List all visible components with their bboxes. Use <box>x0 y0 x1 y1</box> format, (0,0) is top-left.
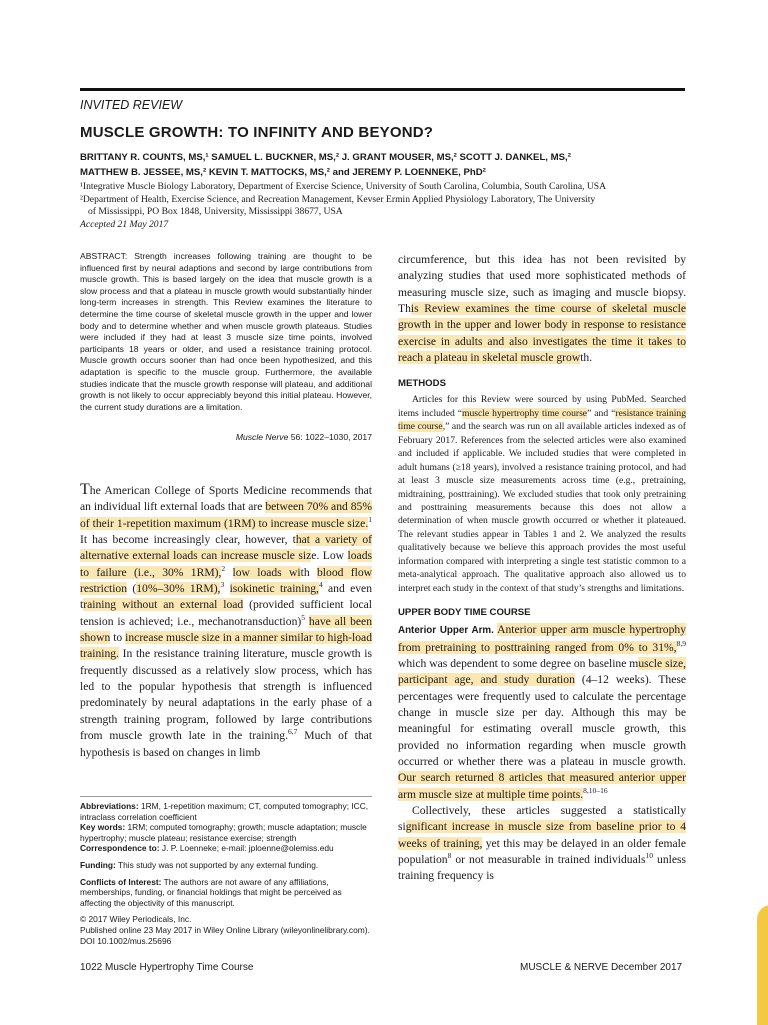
note-text: The authors are not aware of any affiliations, memberships, funding, or financial holdings that might be perceived as affecting the objectivity of this manuscript. <box>80 876 342 908</box>
note-text: This study was not supported by any external funding. <box>115 859 319 870</box>
text-run: (provided sufficient local tension is achieved; i.e., mechanotransduction) <box>80 598 372 628</box>
reference-superscript[interactable]: 5 <box>301 612 305 622</box>
author-line: MATTHEW B. JESSEE, MS,² KEVIN T. MATTOCKS, MS,² and JEREMY P. LOENNEKE, PhD² <box>80 167 486 178</box>
methods-heading: METHODS <box>398 378 446 390</box>
text-run: e. Low <box>311 549 348 563</box>
highlight: low loads wi <box>232 565 301 579</box>
affiliation: ²Department of Health, Exercise Science, and Recreation Management, Kevser Ermin Applied Physiology Laboratory, The University <box>80 193 596 205</box>
abstract-text: ABSTRACT: Strength increases following training are thought to be influenced first by neural adaptions and second by large contributions from muscle growth. This is based largely on the idea that muscle growth is a slow process and that a plateau in muscle growth would substantially hinder long-term increases in strength. This Review examines the literature to determine the time course of skeletal muscle growth in the upper and lower body and to determine whether and when muscle growth plateaus. Studies were included if they had at least 3 muscle size time points, involved participants 18 years or older, and used a resistance training protocol. Muscle growth occurs sooner than had once been hypothesized, and this adaptation is specific to the muscle group. Furthermore, the available studies indicate that the muscle growth response will plateau, and additional growth is not likely to occur appreciably beyond this initial plateau. However, the current study durations are a limitation. <box>80 251 372 412</box>
text-run: In the resistance training literature, muscle growth is frequently discussed as a relatively slow process, which has led to the popular hypothesis that strength is influenced predominately by neural adaptations in the early phase of a strength training program, followed by large contributions from muscle growth late in the training. <box>80 647 372 743</box>
text-run: ” and “ <box>587 407 616 419</box>
subsection-runin: Anterior Upper Arm. <box>398 625 494 637</box>
correspondence-note <box>80 843 372 854</box>
page-footer-left: 1022 Muscle Hypertrophy Time Course <box>80 962 254 973</box>
text-run: Collectively, these articles suggested a statistically si <box>398 803 686 834</box>
upper-body-heading: UPPER BODY TIME COURSE <box>398 607 531 619</box>
text-run: or not measurable in trained individuals <box>451 853 646 867</box>
upper-body-paragraph <box>398 622 686 803</box>
top-rule <box>80 88 685 91</box>
published-line: Published online 23 May 2017 in Wiley Online Library (wileyonlinelibrary.com). <box>80 924 370 935</box>
text-run: th <box>300 565 317 579</box>
author-list <box>80 150 685 180</box>
highlight: Our search returned 8 articles that measured anterior upper arm muscle size at multiple time points. <box>398 771 686 801</box>
reference-superscript[interactable]: 1 <box>368 514 372 524</box>
reference-superscript[interactable]: 4 <box>318 580 323 590</box>
page-edge-tab <box>757 905 768 1025</box>
article-title: MUSCLE GROWTH: TO INFINITY AND BEYOND? <box>80 124 434 141</box>
note-label: Correspondence to: <box>80 843 160 854</box>
highlight: gnificant increase in muscle size from baseline prior to 4 weeks of training, <box>398 820 686 850</box>
abstract <box>80 251 372 413</box>
note-label: Conflicts of Interest: <box>80 876 162 887</box>
reference-superscript[interactable]: 8,9 <box>676 638 686 648</box>
article-type-label: INVITED REVIEW <box>80 98 183 112</box>
text-run: Articles for this Review were sourced by using PubMed. Searched items included “ <box>398 394 686 419</box>
highlight: blood flow restriction <box>80 565 372 596</box>
citation <box>80 432 372 442</box>
highlight: raining without an external load <box>83 598 244 612</box>
text-run: and even t <box>80 582 372 612</box>
text-run: he American College of Sports Medicine recommends that an individual lift external loads that are <box>80 484 372 514</box>
text-run: It has become increasingly clear, however, t <box>80 533 296 547</box>
note-label: Funding: <box>80 859 116 870</box>
highlight: hat a variety of alternative external loads can increase muscle siz <box>80 533 372 563</box>
right-column <box>398 252 686 885</box>
text-run: ( <box>127 582 137 596</box>
reference-superscript[interactable]: 8,10–16 <box>583 785 608 795</box>
text-run: th. <box>580 351 593 365</box>
article-notes <box>80 801 372 946</box>
text-run: Much of that hypothesis is based on changes in limb <box>80 729 372 759</box>
highlight: resistance training time course <box>398 407 687 433</box>
highlight: between 70% and 85% of their 1-repetition maximum (1RM) to increase muscle size. <box>80 500 372 530</box>
reference-superscript[interactable]: 6,7 <box>288 727 298 737</box>
highlight: uscle size, participant age, and study duration <box>398 656 686 687</box>
reference-superscript[interactable]: 8 <box>447 851 452 861</box>
text-run: unless training frequency is <box>398 853 687 883</box>
note-label: Key words: <box>80 822 126 833</box>
intro-paragraph <box>80 482 372 761</box>
highlight: increase muscle size in a manner similar to high-load training. <box>80 631 372 661</box>
conflicts-note <box>80 877 372 909</box>
highlight: loads to failure (i.e., 30% 1RM), <box>80 549 373 579</box>
highlight: 10%–30% 1RM), <box>136 582 221 596</box>
citation-journal: Muscle Nerve <box>235 432 289 442</box>
note-text: 1RM; computed tomography; growth; muscle adaptation; muscle hypertrophy; muscle plateau; resistance exercise; strength <box>80 822 367 843</box>
text-run: to <box>110 631 126 645</box>
keywords-note <box>80 822 372 843</box>
citation-details: 56: 1022–1030, 2017 <box>288 432 372 442</box>
highlight: Anterior upper arm muscle hypertrophy from pretraining to posttraining ranged from 0% to 31%, <box>398 623 686 654</box>
text-run: ,” and the search was run on all available articles indexed as of February 2017. References from the selected articles were also examined and included if applicable. We included studies that were completed in adult humans (≥18 years), involved a resistance training protocol, and had at least 3 muscle size measurements across time (e.g., pretraining, midtraining, posttraining). We excluded studies that took only pretraining and posttraining measurements because this does not allow a determination of when muscle growth occurred or whether it plateaued. The relevant studies appear in Tables 1 and 2. We analyzed the results qualitatively because we believe this approach provides the most useful information compared with interpreting a single test statistic common to a meta-analytical approach. The qualitative approach also allowed us to interpret each study in the context of that study’s strengths and limitations. <box>398 421 686 594</box>
intro-continuation <box>398 252 686 366</box>
highlight: muscle hypertrophy time course <box>462 407 588 419</box>
highlight: have all been shown <box>80 614 373 645</box>
copyright-line: © 2017 Wiley Periodicals, Inc. <box>80 914 192 925</box>
reference-superscript[interactable]: 3 <box>220 580 225 590</box>
author-line: BRITTANY R. COUNTS, MS,¹ SAMUEL L. BUCKNER, MS,² J. GRANT MOUSER, MS,² SCOTT J. DANKEL, MS,² <box>80 152 571 163</box>
reference-superscript[interactable]: 2 <box>221 563 226 573</box>
text-run: which was dependent to some degree on baseline m <box>398 656 639 670</box>
accepted-date: Accepted 21 May 2017 <box>80 218 169 230</box>
highlight: is Review examines the time course of skeletal muscle growth in the upper and lower body in response to resistance exercise in adults and also investigates the time it takes to reach a plateau in skeletal muscle grow <box>398 302 686 365</box>
note-label: Abbreviations: <box>80 801 139 811</box>
text-run <box>224 582 229 595</box>
drop-cap: T <box>80 481 90 498</box>
page-footer-right: MUSCLE & NERVE December 2017 <box>520 962 683 973</box>
text-run: (4–12 weeks). These percentages were frequently used to calculate the percentage change in muscle size per day. Although this may be meaningful for estimating overall muscle growth, this provided no information regarding when muscle growth occurred or whether there was a plateau in muscle growth. <box>398 673 687 768</box>
highlight: isokinetic training, <box>229 582 319 596</box>
funding-note <box>80 860 372 871</box>
footnote-divider <box>80 796 372 797</box>
affiliation: ¹Integrative Muscle Biology Laboratory, Department of Exercise Science, University of South Carolina, Columbia, South Carolina, USA <box>80 181 607 192</box>
abbreviations-note <box>80 801 372 822</box>
methods-paragraph <box>398 393 686 595</box>
text-run: yet this may be delayed in an older female population <box>398 836 686 867</box>
affiliations <box>80 181 690 231</box>
text-run: circumference, but this idea has not been revisited by analyzing studies that used more sophisticated methods of measuring muscle size, such as imaging and muscle biopsy. Th <box>398 253 686 316</box>
note-text[interactable]: J. P. Loenneke; e-mail: jploenne@olemiss.edu <box>159 843 334 854</box>
note-text: 1RM, 1-repetition maximum; CT, computed tomography; ICC, intraclass correlation coefficient <box>80 801 369 822</box>
affiliation: of Mississippi, PO Box 1848, University, Mississippi 38677, USA <box>88 206 343 217</box>
doi-line[interactable]: DOI 10.1002/mus.25696 <box>80 935 172 946</box>
text-run <box>225 566 232 579</box>
upper-body-paragraph-2 <box>398 803 686 885</box>
reference-superscript[interactable]: 10 <box>645 851 653 861</box>
